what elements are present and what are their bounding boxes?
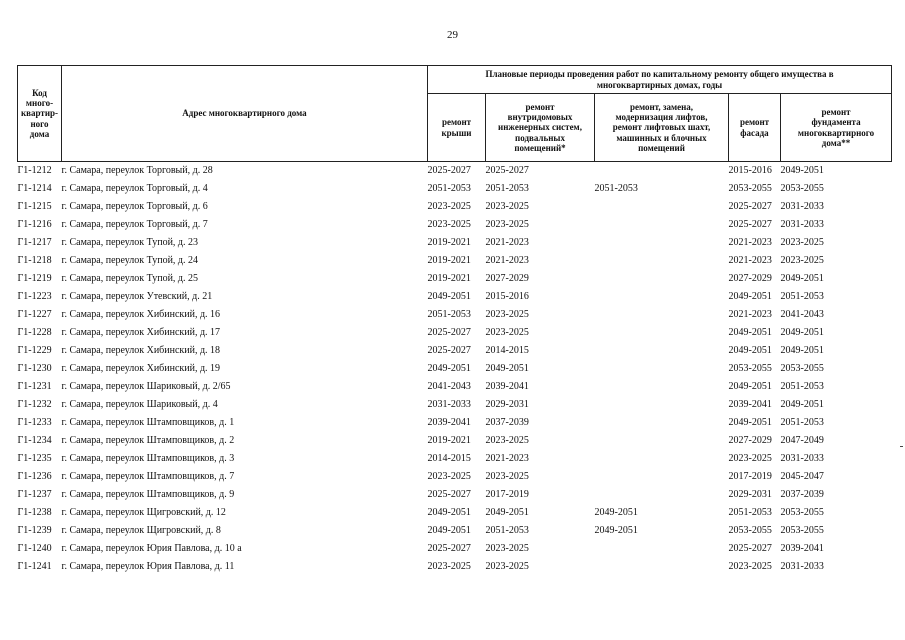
cell-foundation: 2031-2033 [780,219,824,230]
cell-engineering: 2051-2053 [485,525,529,536]
table-row [18,252,892,270]
cell-lifts [595,378,729,396]
cell-engineering: 2049-2051 [485,363,529,374]
table-row [18,486,892,504]
cell-roof: 2039-2041 [427,417,471,428]
table-row [18,216,892,234]
header-roof-line: ремонт [441,117,472,128]
cell-roof: 2023-2025 [427,561,471,572]
header-group-line: Плановые периоды проведения работ по капитальному ремонту общего имущества в [485,69,834,80]
header-facade-line: ремонт [739,117,770,128]
cell-engineering: 2037-2039 [485,417,529,428]
table-row [18,324,892,342]
cell-address: г. Самара, переулок Щигровский, д. 8 [61,525,221,536]
table-row [18,360,892,378]
cell-foundation: 2049-2051 [780,327,824,338]
cell-code: Г1-1212 [17,165,52,176]
cell-address: г. Самара, переулок Тупой, д. 23 [61,237,199,248]
cell-roof: 2049-2051 [427,507,471,518]
cell-foundation: 2031-2033 [780,453,824,464]
cell-lifts [595,450,729,468]
cell-roof: 2023-2025 [427,219,471,230]
cell-foundation: 2037-2039 [780,489,824,500]
table-row [18,414,892,432]
cell-foundation: 2039-2041 [780,543,824,554]
cell-lifts [595,396,729,414]
cell-lifts: 2049-2051 [594,525,638,536]
cell-lifts [595,360,729,378]
cell-facade: 2023-2025 [728,453,772,464]
cell-facade: 2049-2051 [728,381,772,392]
header-engineering [486,94,595,162]
header-facade [729,94,781,162]
cell-engineering: 2017-2019 [485,489,529,500]
cell-code: Г1-1241 [17,561,52,572]
cell-roof: 2041-2043 [427,381,471,392]
cell-foundation: 2053-2055 [780,183,824,194]
cell-code: Г1-1237 [17,489,52,500]
header-code-line: квартир- [20,108,59,119]
cell-roof: 2031-2033 [427,399,471,410]
cell-code: Г1-1239 [17,525,52,536]
cell-lifts [595,252,729,270]
cell-engineering: 2029-2031 [485,399,529,410]
cell-engineering: 2023-2025 [485,561,529,572]
cell-engineering: 2014-2015 [485,345,529,356]
cell-lifts [595,288,729,306]
cell-roof: 2049-2051 [427,291,471,302]
cell-lifts [595,342,729,360]
header-code-line: ного [30,118,49,129]
cell-facade: 2053-2055 [728,525,772,536]
cell-code: Г1-1215 [17,201,52,212]
cell-facade: 2049-2051 [728,417,772,428]
header-lifts-line: модернизация лифтов, [615,112,708,123]
cell-engineering: 2023-2025 [485,327,529,338]
cell-address: г. Самара, переулок Торговый, д. 7 [61,219,208,230]
table-row [18,288,892,306]
table-row [18,558,892,576]
cell-engineering: 2027-2029 [485,273,529,284]
header-engineering-line: подвальных [515,132,565,143]
cell-foundation: 2051-2053 [780,381,824,392]
cell-roof: 2025-2027 [427,543,471,554]
table-body [18,162,892,577]
cell-address: г. Самара, переулок Тупой, д. 25 [61,273,199,284]
cell-foundation: 2053-2055 [780,507,824,518]
cell-lifts [595,414,729,432]
cell-engineering: 2039-2041 [485,381,529,392]
cell-code: Г1-1240 [17,543,52,554]
cell-code: Г1-1238 [17,507,52,518]
cell-facade: 2017-2019 [728,471,772,482]
cell-roof: 2025-2027 [427,489,471,500]
cell-address: г. Самара, переулок Юрия Павлова, д. 11 [61,561,235,572]
table-row [18,432,892,450]
cell-code: Г1-1223 [17,291,52,302]
cell-foundation: 2051-2053 [780,417,824,428]
cell-lifts [595,468,729,486]
cell-lifts [595,558,729,576]
cell-address: г. Самара, переулок Тупой, д. 24 [61,255,199,266]
cell-foundation: 2023-2025 [780,237,824,248]
cell-facade: 2039-2041 [728,399,772,410]
cell-roof: 2051-2053 [427,309,471,320]
cell-facade: 2049-2051 [728,291,772,302]
cell-foundation: 2049-2051 [780,165,824,176]
cell-code: Г1-1230 [17,363,52,374]
header-engineering-line: внутридомовых [507,112,573,123]
cell-address: г. Самара, переулок Юрия Павлова, д. 10 а [61,543,242,554]
cell-foundation: 2045-2047 [780,471,824,482]
cell-foundation: 2049-2051 [780,273,824,284]
header-engineering-line: помещений* [514,142,566,153]
cell-address: г. Самара, переулок Хибинский, д. 19 [61,363,221,374]
cell-code: Г1-1229 [17,345,52,356]
cell-facade: 2051-2053 [728,507,772,518]
header-engineering-line: инженерных систем, [498,122,582,133]
header-facade-line: фасада [740,127,769,138]
cell-roof: 2049-2051 [427,363,471,374]
table-row [18,540,892,558]
cell-roof: 2023-2025 [427,471,471,482]
table-row [18,234,892,252]
cell-code: Г1-1235 [17,453,52,464]
header-address: Адрес многоквартирного дома [62,66,428,162]
header-lifts-line: ремонт лифтовых шахт, [612,122,711,133]
cell-facade: 2021-2023 [728,255,772,266]
cell-foundation: 2049-2051 [780,399,824,410]
header-lifts-line: ремонт, замена, [629,102,694,113]
cell-address: г. Самара, переулок Штамповщиков, д. 9 [61,489,235,500]
cell-facade: 2027-2029 [728,435,772,446]
cell-code: Г1-1218 [17,255,52,266]
header-group [428,66,892,94]
cell-roof: 2025-2027 [427,327,471,338]
cell-code: Г1-1228 [17,327,52,338]
table-row [18,162,892,181]
cell-foundation: 2051-2053 [780,291,824,302]
cell-engineering: 2049-2051 [485,507,529,518]
cell-roof: 2019-2021 [427,255,471,266]
cell-code: Г1-1216 [17,219,52,230]
cell-lifts [595,432,729,450]
cell-code: Г1-1233 [17,417,52,428]
header-engineering-line: ремонт [525,102,555,113]
cell-address: г. Самара, переулок Хибинский, д. 16 [61,309,221,320]
cell-address: г. Самара, переулок Торговый, д. 6 [61,201,208,212]
scan-edge-mark [900,446,903,447]
cell-lifts [595,270,729,288]
cell-address: г. Самара, переулок Щигровский, д. 12 [61,507,226,518]
header-code [18,66,62,162]
cell-lifts [595,540,729,558]
cell-code: Г1-1236 [17,471,52,482]
cell-engineering: 2025-2027 [485,165,529,176]
cell-facade: 2027-2029 [728,273,772,284]
page-number: 29 [447,29,458,41]
cell-address: г. Самара, переулок Шариковый, д. 2/65 [61,381,231,392]
header-foundation-line: многоквартирного [797,127,875,138]
cell-engineering: 2015-2016 [485,291,529,302]
cell-lifts [595,324,729,342]
cell-engineering: 2051-2053 [485,183,529,194]
header-code-line: много- [25,98,54,109]
cell-lifts [595,306,729,324]
cell-facade: 2015-2016 [728,165,772,176]
header-foundation-line: ремонт [821,107,851,118]
cell-foundation: 2049-2051 [780,345,824,356]
cell-engineering: 2023-2025 [485,435,529,446]
cell-roof: 2049-2051 [427,525,471,536]
cell-address: г. Самара, переулок Хибинский, д. 17 [61,327,221,338]
cell-code: Г1-1232 [17,399,52,410]
cell-engineering: 2021-2023 [485,453,529,464]
cell-address: г. Самара, переулок Утевский, д. 21 [61,291,213,302]
cell-foundation: 2053-2055 [780,363,824,374]
repair-schedule-table [17,65,892,576]
cell-foundation: 2023-2025 [780,255,824,266]
cell-roof: 2025-2027 [427,165,471,176]
cell-roof: 2019-2021 [427,435,471,446]
cell-engineering: 2023-2025 [485,309,529,320]
header-roof-line: крыши [441,127,472,138]
cell-code: Г1-1227 [17,309,52,320]
cell-lifts [595,198,729,216]
header-group-line: многоквартирных домах, годы [596,79,723,90]
cell-address: г. Самара, переулок Штамповщиков, д. 1 [61,417,235,428]
header-code-line: Код [32,88,47,99]
table-row [18,270,892,288]
cell-facade: 2023-2025 [728,561,772,572]
cell-facade: 2025-2027 [728,543,772,554]
cell-engineering: 2021-2023 [485,255,529,266]
cell-address: г. Самара, переулок Хибинский, д. 18 [61,345,221,356]
cell-engineering: 2023-2025 [485,543,529,554]
table-row [18,522,892,540]
header-lifts [595,94,729,162]
cell-address: г. Самара, переулок Торговый, д. 28 [61,165,213,176]
cell-facade: 2053-2055 [728,183,772,194]
cell-roof: 2023-2025 [427,201,471,212]
cell-foundation: 2047-2049 [780,435,824,446]
cell-facade: 2021-2023 [728,237,772,248]
cell-roof: 2025-2027 [427,345,471,356]
table-row [18,396,892,414]
cell-lifts [595,234,729,252]
cell-facade: 2029-2031 [728,489,772,500]
table-row [18,468,892,486]
header-lifts-line: машинных и блочных [616,132,707,143]
table-row [18,180,892,198]
cell-lifts [595,162,729,181]
cell-address: г. Самара, переулок Шариковый, д. 4 [61,399,218,410]
cell-engineering: 2023-2025 [485,471,529,482]
cell-foundation: 2031-2033 [780,201,824,212]
header-lifts-line: помещений [638,142,685,153]
cell-roof: 2014-2015 [427,453,471,464]
table-row [18,450,892,468]
cell-lifts: 2051-2053 [594,183,638,194]
table-row [18,504,892,522]
cell-lifts [595,486,729,504]
header-foundation-line: дома** [821,137,851,148]
cell-engineering: 2023-2025 [485,201,529,212]
cell-foundation: 2053-2055 [780,525,824,536]
cell-lifts: 2049-2051 [594,507,638,518]
cell-facade: 2021-2023 [728,309,772,320]
cell-facade: 2025-2027 [728,219,772,230]
cell-code: Г1-1219 [17,273,52,284]
cell-code: Г1-1234 [17,435,52,446]
cell-facade: 2049-2051 [728,345,772,356]
header-code-line: дома [29,128,50,139]
cell-foundation: 2031-2033 [780,561,824,572]
cell-address: г. Самара, переулок Штамповщиков, д. 2 [61,435,235,446]
cell-address: г. Самара, переулок Штамповщиков, д. 7 [61,471,235,482]
cell-roof: 2019-2021 [427,237,471,248]
header-roof [428,94,486,162]
table-row [18,306,892,324]
cell-facade: 2049-2051 [728,327,772,338]
table-row [18,378,892,396]
table-row [18,198,892,216]
cell-lifts [595,216,729,234]
cell-address: г. Самара, переулок Штамповщиков, д. 3 [61,453,235,464]
cell-roof: 2019-2021 [427,273,471,284]
cell-engineering: 2023-2025 [485,219,529,230]
header-foundation [781,94,892,162]
cell-address: г. Самара, переулок Торговый, д. 4 [61,183,208,194]
header-foundation-line: фундамента [811,117,861,128]
cell-engineering: 2021-2023 [485,237,529,248]
cell-facade: 2025-2027 [728,201,772,212]
cell-facade: 2053-2055 [728,363,772,374]
cell-code: Г1-1231 [17,381,52,392]
cell-code: Г1-1214 [17,183,52,194]
table-row [18,342,892,360]
cell-foundation: 2041-2043 [780,309,824,320]
cell-roof: 2051-2053 [427,183,471,194]
cell-code: Г1-1217 [17,237,52,248]
